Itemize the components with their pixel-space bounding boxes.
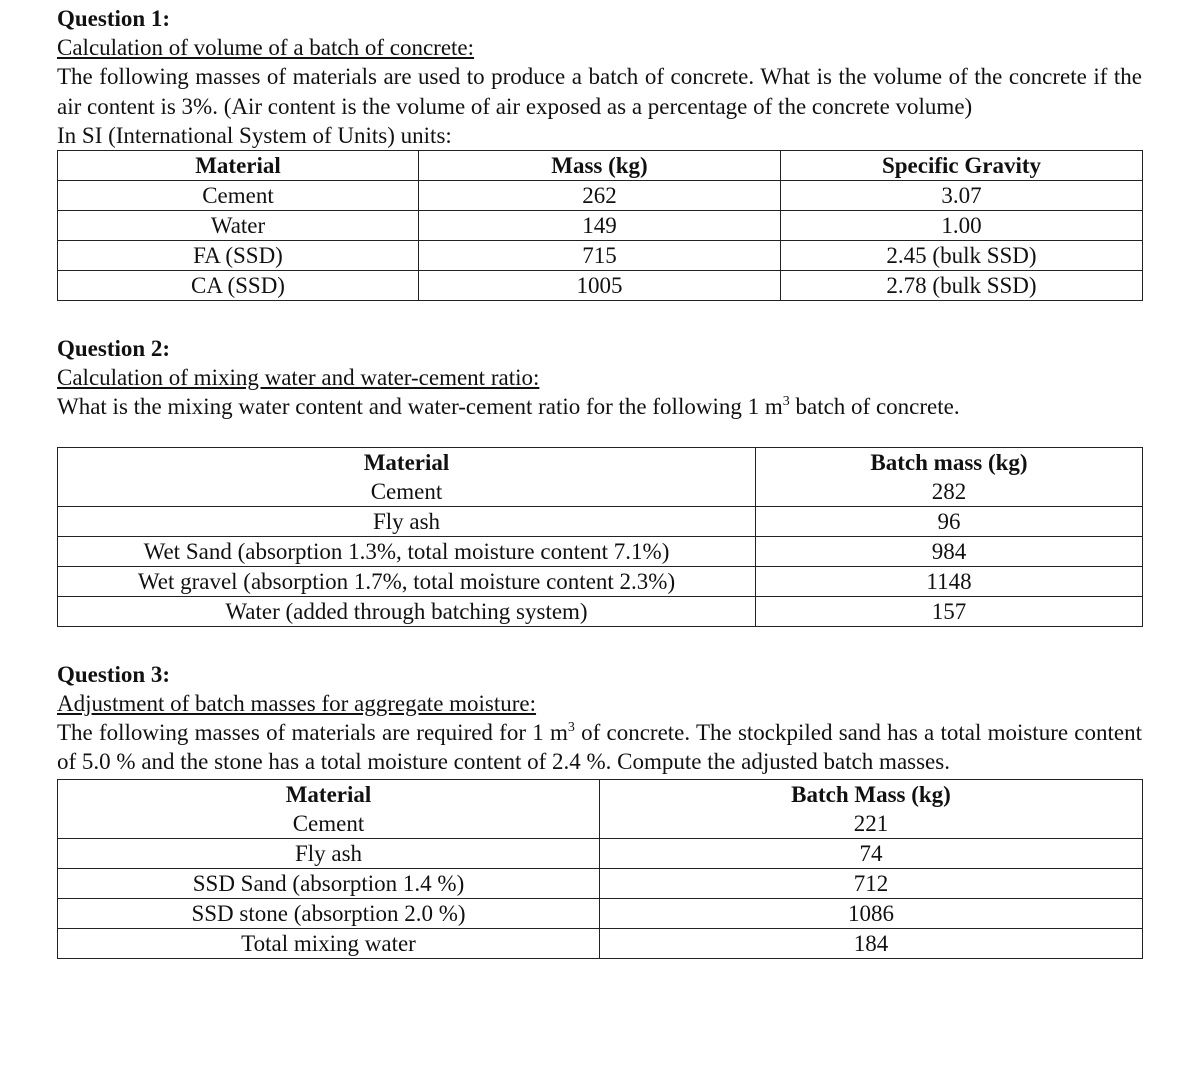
question-2-section (57, 334, 1142, 627)
question-2-body-text: What is the mixing water content and water-cement ratio for the following 1 m (57, 394, 783, 419)
cell-batch-mass: 984 (756, 536, 1143, 566)
cell-specific-gravity: 1.00 (781, 211, 1143, 241)
cell-material: Cement (58, 477, 756, 507)
cell-material: Total mixing water (58, 928, 600, 958)
superscript-3: 3 (782, 394, 790, 409)
table-row (58, 898, 1143, 928)
cell-mass: 715 (419, 241, 781, 271)
cell-material: SSD Sand (absorption 1.4 %) (58, 868, 600, 898)
cell-mass: 149 (419, 211, 781, 241)
question-3-body-text-end: of concrete. The stockpiled sand has a total moisture content of 5.0 % and the stone has a total moisture content of 2.4 %. Compute the adjusted batch masses. (57, 719, 1142, 774)
cell-material: Cement (58, 809, 600, 839)
question-1-units-line: In SI (International System of Units) units: (57, 123, 452, 148)
cell-material: Fly ash (58, 506, 756, 536)
header-material: Material (58, 779, 600, 809)
cell-batch-mass: 221 (600, 809, 1143, 839)
table-row (58, 536, 1143, 566)
header-batch-mass: Batch mass (kg) (756, 447, 1143, 477)
cell-material: Water (added through batching system) (58, 596, 756, 626)
header-mass: Mass (kg) (419, 151, 781, 181)
superscript-3: 3 (567, 719, 575, 735)
question-2-body (57, 392, 1142, 422)
cell-batch-mass: 74 (600, 838, 1143, 868)
cell-specific-gravity: 2.45 (bulk SSD) (781, 241, 1143, 271)
cell-batch-mass: 1086 (600, 898, 1143, 928)
document-page (57, 4, 1142, 959)
cell-batch-mass: 282 (756, 477, 1143, 507)
cell-material: Water (58, 211, 419, 241)
cell-batch-mass: 1148 (756, 566, 1143, 596)
question-3-body (57, 718, 1142, 777)
table-row (58, 241, 1143, 271)
question-2-heading: Question 2: (57, 336, 171, 361)
question-3-subheading: Adjustment of batch masses for aggregate moisture: (57, 690, 537, 716)
table-row (58, 506, 1143, 536)
cell-material: CA (SSD) (58, 271, 419, 301)
question-1-subheading: Calculation of volume of a batch of concrete: (57, 35, 475, 60)
table-row (58, 566, 1143, 596)
table-row (58, 271, 1143, 301)
table-row (58, 928, 1143, 958)
cell-batch-mass: 157 (756, 596, 1143, 626)
table-row (58, 838, 1143, 868)
header-material: Material (58, 447, 756, 477)
question-1-section (57, 4, 1142, 301)
question-1-table (57, 150, 1143, 301)
cell-material: SSD stone (absorption 2.0 %) (58, 898, 600, 928)
table-header-row (58, 779, 1143, 809)
cell-mass: 262 (419, 181, 781, 211)
cell-material: Cement (58, 181, 419, 211)
table-row (58, 809, 1143, 839)
question-3-section (57, 660, 1142, 959)
table-row (58, 596, 1143, 626)
cell-mass: 1005 (419, 271, 781, 301)
table-header-row (58, 151, 1143, 181)
question-1-body: The following masses of materials are used to produce a batch of concrete. What is the volume of the concrete if the air content is 3%. (Air content is the volume of air exposed as a percentage of the concrete volume) (57, 64, 1142, 119)
cell-material: Wet Sand (absorption 1.3%, total moisture content 7.1%) (58, 536, 756, 566)
table-row (58, 868, 1143, 898)
question-3-table (57, 779, 1143, 959)
table-header-row (58, 447, 1143, 477)
cell-batch-mass: 712 (600, 868, 1143, 898)
cell-material: Wet gravel (absorption 1.7%, total moisture content 2.3%) (58, 566, 756, 596)
cell-specific-gravity: 2.78 (bulk SSD) (781, 271, 1143, 301)
table-row (58, 181, 1143, 211)
question-3-body-text: The following masses of materials are required for 1 m (57, 719, 568, 745)
table-row (58, 477, 1143, 507)
table-row (58, 211, 1143, 241)
cell-batch-mass: 184 (600, 928, 1143, 958)
cell-specific-gravity: 3.07 (781, 181, 1143, 211)
header-material: Material (58, 151, 419, 181)
cell-material: FA (SSD) (58, 241, 419, 271)
cell-batch-mass: 96 (756, 506, 1143, 536)
question-3-heading: Question 3: (57, 661, 171, 687)
question-2-body-text-end: batch of concrete. (789, 394, 960, 419)
cell-material: Fly ash (58, 838, 600, 868)
question-1-heading: Question 1: (57, 6, 171, 31)
header-specific-gravity: Specific Gravity (781, 151, 1143, 181)
header-batch-mass: Batch Mass (kg) (600, 779, 1143, 809)
question-2-table (57, 447, 1143, 627)
question-2-subheading: Calculation of mixing water and water-cement ratio: (57, 365, 540, 390)
